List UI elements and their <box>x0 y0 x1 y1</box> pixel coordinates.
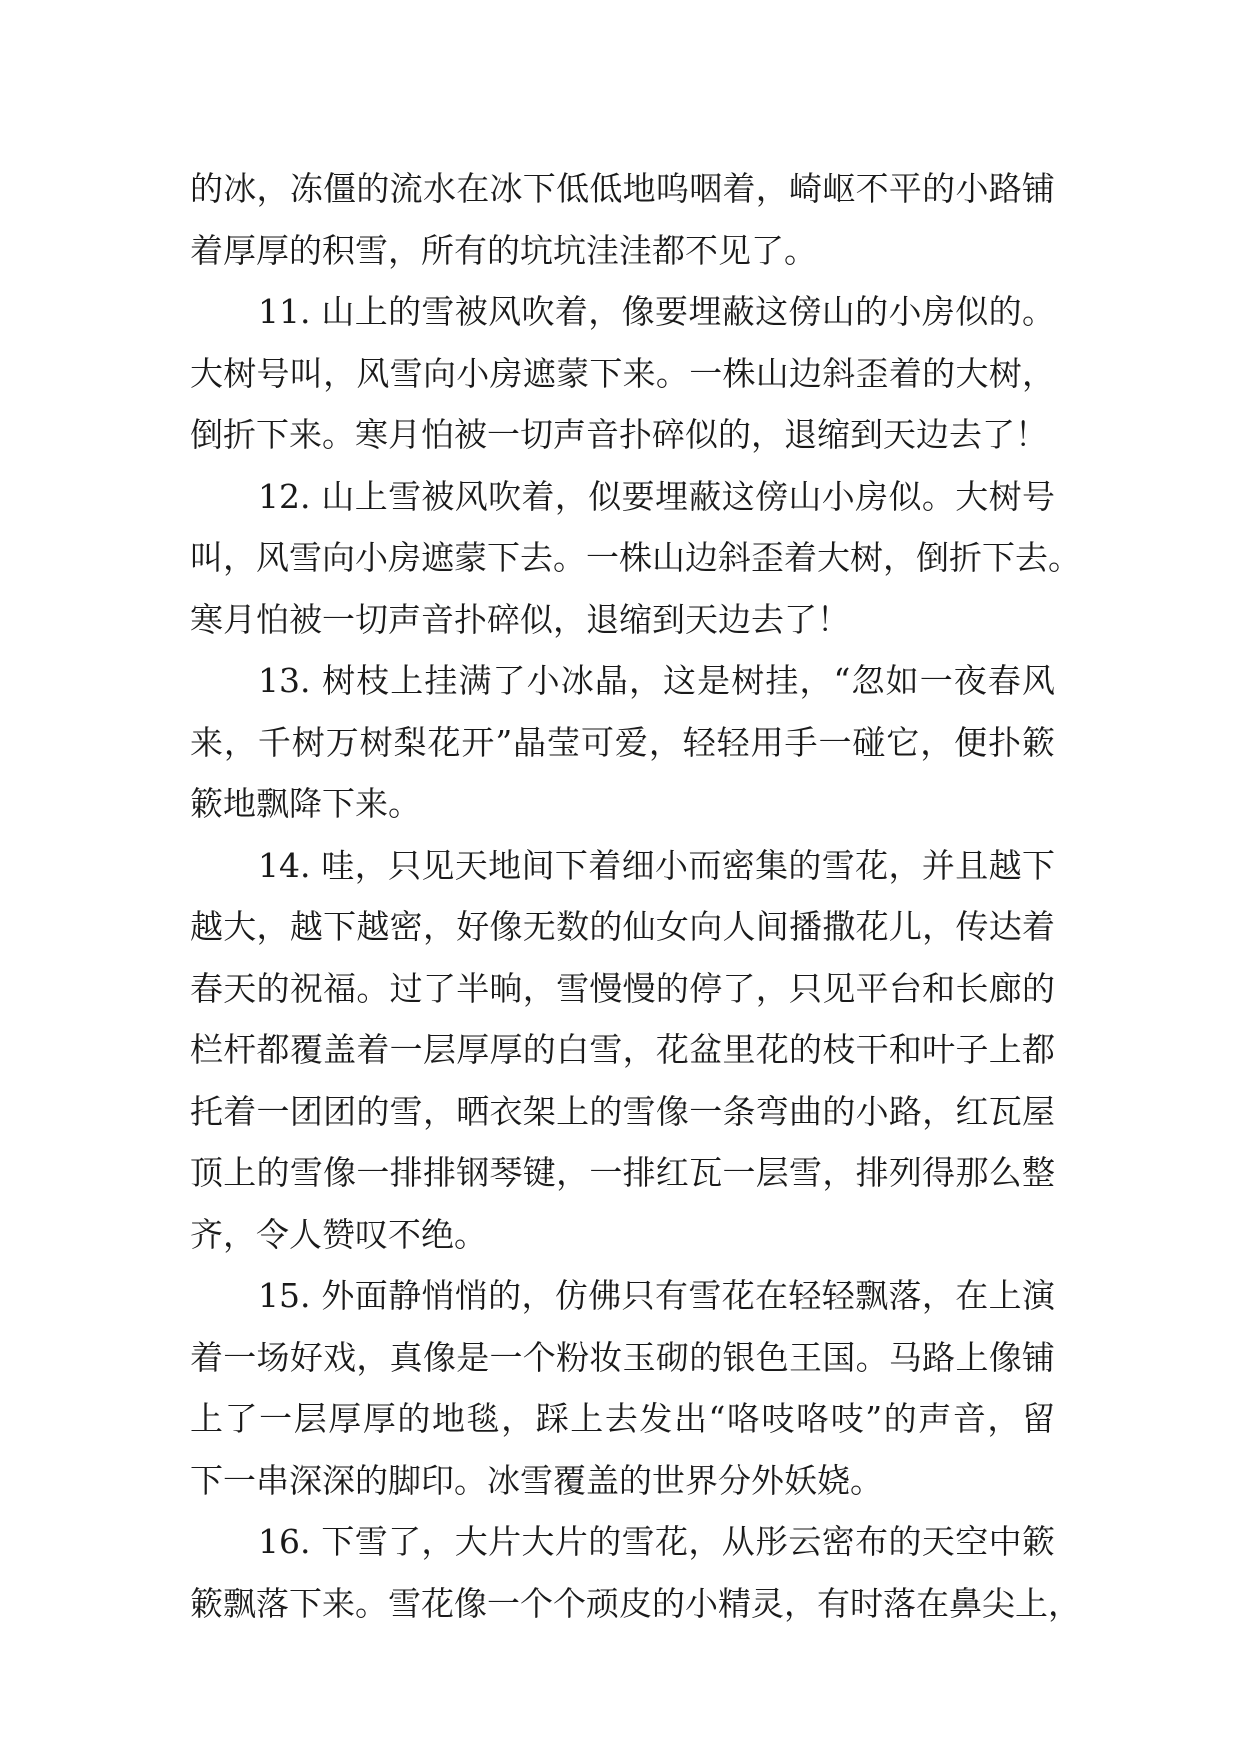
text-line: 上了一层厚厚的地毯，踩上去发出“咯吱咯吱”的声音，留 <box>190 1399 1055 1438</box>
paragraph-p12 <box>190 466 1081 651</box>
paragraph-p14 <box>190 835 1055 1266</box>
paragraph-p16 <box>190 1511 1081 1634</box>
text-line: 托着一团团的雪，晒衣架上的雪像一条弯曲的小路，红瓦屋 <box>190 1091 1055 1131</box>
text-line: 倒折下来。寒月怕被一切声音扑碎似的，退缩到天边去了！ <box>190 415 1048 454</box>
text-line: 齐，令人赞叹不绝。 <box>190 1214 487 1254</box>
paragraph-p11 <box>190 281 1055 466</box>
text-line: 着厚厚的积雪，所有的坑坑洼洼都不见了。 <box>190 230 817 270</box>
text-line: 15. 外面静悄悄的，仿佛只有雪花在轻轻飘落，在上演 <box>258 1276 1055 1315</box>
text-line: 顶上的雪像一排排钢琴键，一排红瓦一层雪，排列得那么整 <box>190 1153 1055 1192</box>
text-line: 12. 山上雪被风吹着，似要埋蔽这傍山小房似。大树号 <box>258 476 1055 516</box>
text-line: 16. 下雪了，大片大片的雪花，从彤云密布的天空中簌 <box>258 1522 1055 1561</box>
text-line: 栏杆都覆盖着一层厚厚的白雪，花盆里花的枝干和叶子上都 <box>190 1030 1055 1069</box>
text-line: 14. 哇，只见天地间下着细小而密集的雪花，并且越下 <box>258 845 1055 885</box>
text-line: 大树号叫，风雪向小房遮蒙下来。一株山边斜歪着的大树， <box>190 353 1055 393</box>
document-body <box>190 158 1081 1634</box>
paragraph-p15 <box>190 1265 1055 1511</box>
text-line: 寒月怕被一切声音扑碎似，退缩到天边去了！ <box>190 599 850 639</box>
text-line: 簌地飘降下来。 <box>190 784 421 823</box>
text-line: 春天的祝福。过了半晌，雪慢慢的停了，只见平台和长廊的 <box>190 968 1055 1008</box>
text-line: 簌飘落下来。雪花像一个个顽皮的小精灵，有时落在鼻尖上， <box>190 1583 1081 1623</box>
text-line: 叫，风雪向小房遮蒙下去。一株山边斜歪着大树，倒折下去。 <box>190 538 1081 577</box>
text-line: 越大，越下越密，好像无数的仙女向人间播撒花儿，传达着 <box>190 907 1055 946</box>
text-line: 下一串深深的脚印。冰雪覆盖的世界分外妖娆。 <box>190 1460 883 1500</box>
text-line: 13. 树枝上挂满了小冰晶，这是树挂，“忽如一夜春风 <box>258 661 1055 700</box>
text-line: 来，千树万树梨花开”晶莹可爱，轻轻用手一碰它，便扑簌 <box>190 722 1055 762</box>
text-line: 11. 山上的雪被风吹着，像要埋蔽这傍山的小房似的。 <box>258 292 1055 331</box>
paragraph-p-cont <box>190 158 1055 281</box>
text-line: 的冰，冻僵的流水在冰下低低地呜咽着，崎岖不平的小路铺 <box>190 169 1055 208</box>
text-line: 着一场好戏，真像是一个粉妆玉砌的银色王国。马路上像铺 <box>190 1337 1055 1377</box>
paragraph-p13 <box>190 650 1055 835</box>
